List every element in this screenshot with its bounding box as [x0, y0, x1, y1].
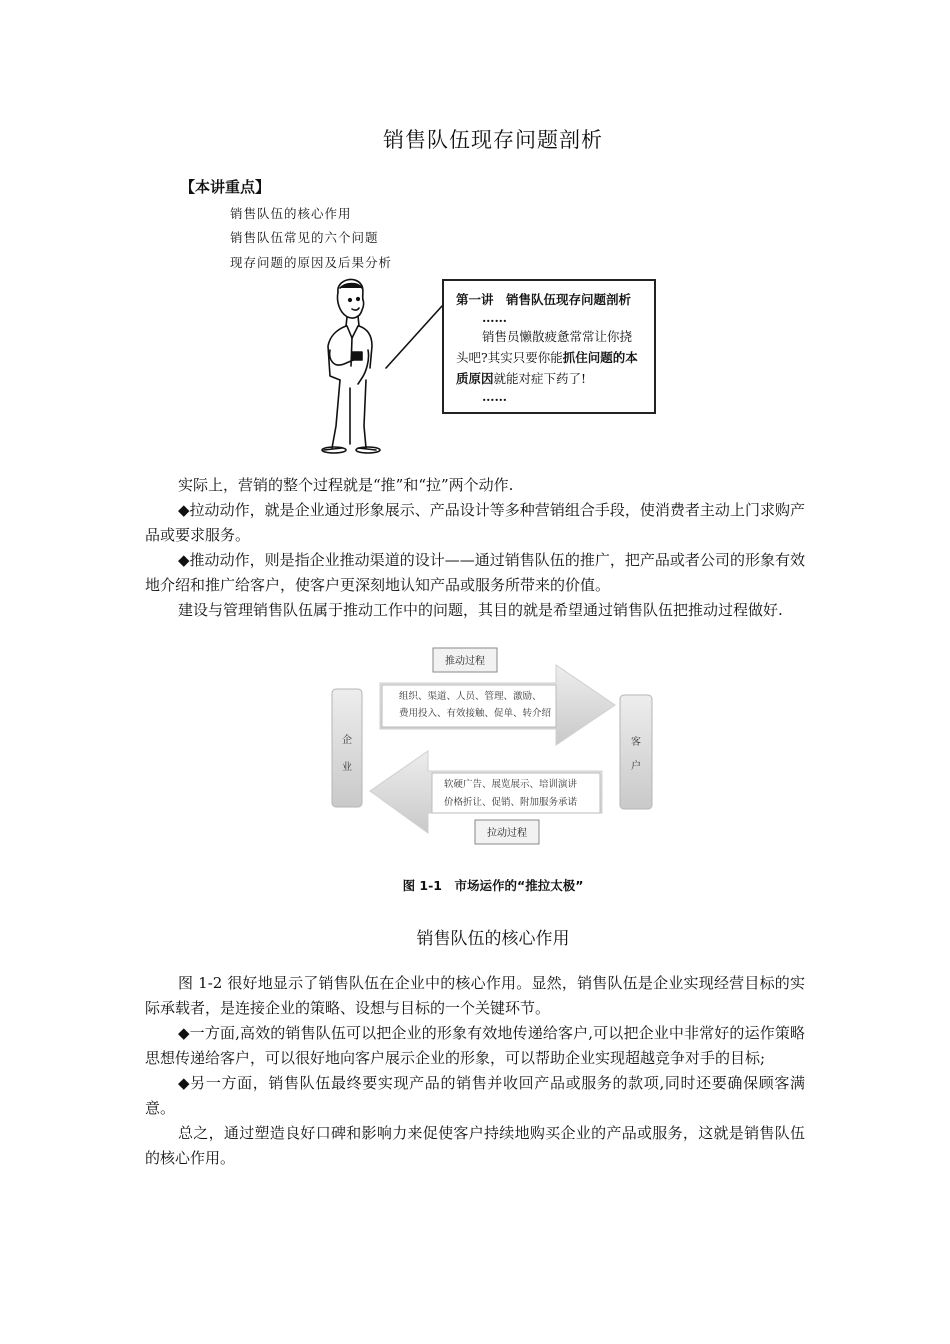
callout-ellipsis: ……: [482, 310, 507, 325]
section-heading: 销售队伍的核心作用: [416, 929, 570, 949]
push-text-line: 费用投入、有效接触、促单、转介绍: [399, 708, 552, 719]
presenter-illustration: [300, 276, 450, 456]
paragraph: ◆拉动动作，就是企业通过形象展示、产品设计等多种营销组合手段，使消费者主动上门求购产品或要求服务。: [145, 501, 805, 544]
speech-box: [442, 279, 656, 414]
callout-ellipsis: ……: [482, 389, 507, 404]
callout-title: 第一讲 销售队伍现存问题剖析: [456, 292, 632, 307]
paragraph: 建设与管理销售队伍属于推动工作中的问题，其目的就是希望通过销售队伍把推动过程做好.: [178, 601, 783, 619]
intro-paragraphs: [145, 473, 805, 623]
paragraph: 图 1-2 很好地显示了销售队伍在企业中的核心作用。显然，销售队伍是企业实现经营目标的实际承载者，是连接企业的策略、设想与目标的一个关键环节。: [145, 974, 805, 1017]
push-label: 推动过程: [445, 656, 485, 667]
key-point-item: 销售队伍的核心作用: [230, 206, 352, 221]
enterprise-block: [332, 689, 362, 807]
customer-label: 客: [631, 737, 641, 748]
page-title: 销售队伍现存问题剖析: [383, 128, 603, 152]
pull-label: 拉动过程: [487, 828, 527, 839]
enterprise-label: 企: [342, 735, 352, 746]
key-points-heading: 【本讲重点】: [180, 178, 271, 196]
section-paragraphs: [145, 971, 805, 1171]
push-pull-diagram: [330, 645, 655, 850]
callout-text: 销售员懒散疲惫常常让你挠头吧?其实只要你能: [456, 329, 633, 365]
key-point-item: 现存问题的原因及后果分析: [230, 255, 393, 270]
paragraph: ◆推动动作，则是指企业推动渠道的设计——通过销售队伍的推广，把产品或者公司的形象有效地介绍和推广给客户，使客户更深刻地认知产品或服务所带来的价值。: [145, 551, 805, 594]
callout-text: 就能对症下药了!: [493, 371, 587, 386]
key-point-item: 销售队伍常见的六个问题: [230, 230, 379, 245]
pull-text-line: 价格折让、促销、附加服务承诺: [444, 797, 578, 808]
pull-text-line: 软硬广告、展览展示、培训演讲: [444, 779, 578, 790]
callout-emphasis: 抓住问题的本质原因: [456, 350, 638, 386]
customer-label: 户: [631, 761, 641, 772]
callout-body: [456, 326, 642, 389]
paragraph: ◆另一方面，销售队伍最终要实现产品的销售并收回产品或服务的款项,同时还要确保顾客满意。: [145, 1074, 805, 1117]
push-text-line: 组织、渠道、人员、管理、激励、: [399, 691, 542, 702]
paragraph: 总之，通过塑造良好口碑和影响力来促使客户持续地购买企业的产品或服务，这就是销售队伍的核心作用。: [145, 1124, 805, 1167]
figure-caption: 图 1-1 市场运作的“推拉太极”: [402, 878, 584, 893]
enterprise-label: 业: [342, 762, 352, 773]
paragraph: 实际上，营销的整个过程就是“推”和“拉”两个动作.: [178, 476, 514, 494]
customer-block: [620, 695, 652, 809]
paragraph: ◆一方面,高效的销售队伍可以把企业的形象有效地传递给客户,可以把企业中非常好的运作策略思想传递给客户，可以很好地向客户展示企业的形象，可以帮助企业实现超越竞争对手的目标;: [145, 1024, 805, 1067]
